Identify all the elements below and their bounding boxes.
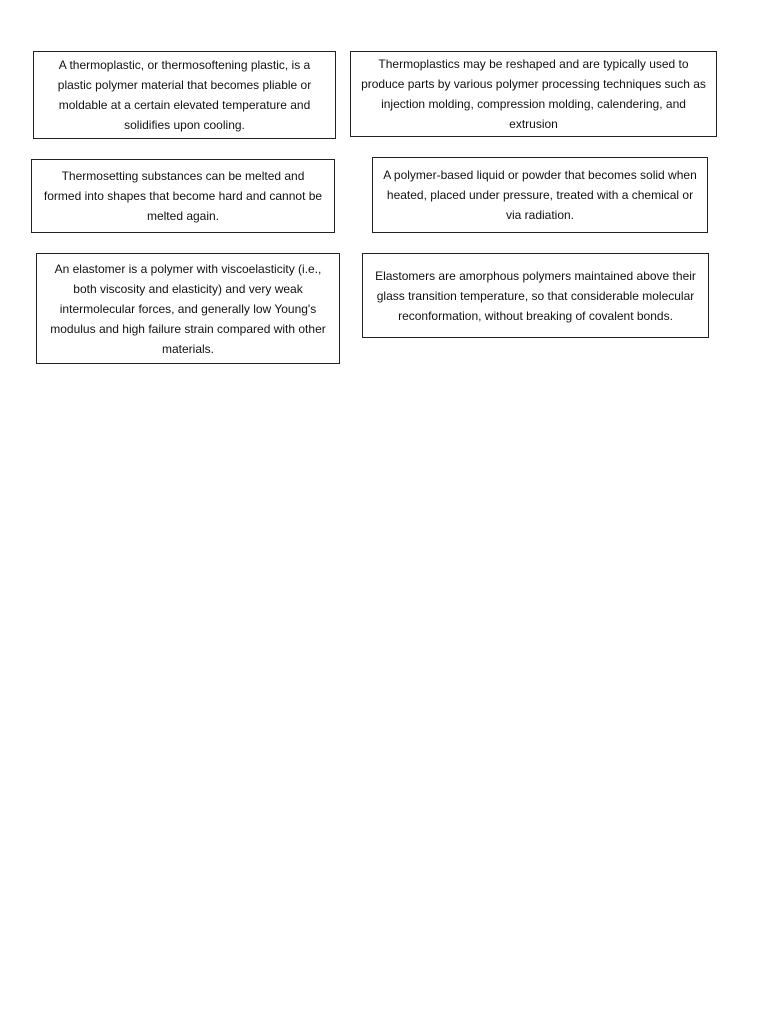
definition-card-thermoplastic-uses — [350, 51, 717, 137]
card-text: Thermosetting substances can be melted and formed into shapes that become hard and cannot be melted again. — [43, 169, 323, 223]
definition-card-elastomer-properties — [362, 253, 709, 338]
definition-card-thermosetting — [31, 159, 335, 233]
card-text: A polymer-based liquid or powder that becomes solid when heated, placed under pressure, treated with a chemical or via radiation. — [383, 168, 697, 222]
card-text: A thermoplastic, or thermosoftening plastic, is a plastic polymer material that becomes pliable or moldable at a certain elevated temperature and solidifies upon cooling. — [57, 58, 312, 132]
definition-card-elastomer — [36, 253, 340, 364]
definition-card-thermoplastic — [33, 51, 336, 139]
card-text: An elastomer is a polymer with viscoelasticity (i.e., both viscosity and elasticity) and very weak intermolecular forces, and generally low Young's modulus and high failure strain compared with other materials. — [50, 261, 326, 356]
card-text: Thermoplastics may be reshaped and are typically used to produce parts by various polymer processing techniques such as injection molding, compression molding, calendering, and extrusion — [361, 57, 706, 131]
card-text: Elastomers are amorphous polymers maintained above their glass transition temperature, so that considerable molecular reconformation, without breaking of covalent bonds. — [375, 268, 696, 323]
definition-card-thermoset-polymer — [372, 157, 708, 233]
